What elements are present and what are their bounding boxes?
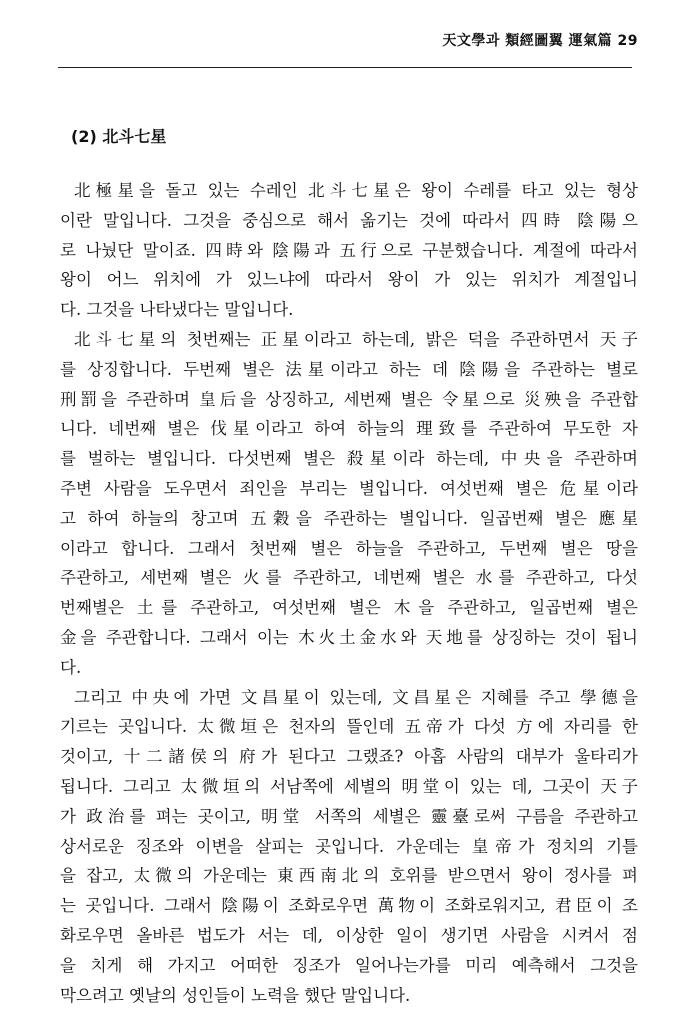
text-line: 주변 사람을 도우면서 죄인을 부리는 별입니다. 여섯번째 별은 危星이라 xyxy=(60,478,638,498)
paragraph-3 xyxy=(60,683,638,1011)
text-line: 이라고 합니다. 그래서 첫번째 별은 하늘을 주관하고, 두번째 별은 땅을 xyxy=(60,538,638,558)
text-line: 北極星을 돌고 있는 수레인 北斗七星은 왕이 수레를 타고 있는 형상 xyxy=(74,181,638,200)
text-line: 을 치게 해 가지고 어떠한 징조가 일어나는가를 미리 예측해서 그것을 xyxy=(60,955,638,975)
header-rule xyxy=(58,67,632,68)
text-line: 北斗七星의 첫번째는 正星이라고 하는데, 밝은 덕을 주관하면서 天子 xyxy=(74,329,638,349)
text-line: 막으려고 옛날의 성인들이 노력을 했단 말입니다. xyxy=(60,985,411,1005)
text-line: 金을 주관합니다. 그래서 이는 木火土金水와 天地를 상징하는 것이 됩니 xyxy=(60,627,638,647)
text-line: 를 상징합니다. 두번째 별은 法星이라고 하는 데 陰陽을 주관하는 별로 xyxy=(60,359,638,379)
section-title: (2) 北斗七星 xyxy=(71,127,167,146)
text-line: 가 政治를 펴는 곳이고, 明堂 서쪽의 세별은 靈臺로써 구름을 주관하고 xyxy=(60,806,638,826)
text-line: 刑罰을 주관하며 皇后을 상징하고, 세번째 별은 令星으로 災殃을 주관합 xyxy=(60,389,638,409)
text-line: 는 곳입니다. 그래서 陰陽이 조화로우면 萬物이 조화로워지고, 君臣이 조 xyxy=(60,896,638,916)
text-line: 왕이 어느 위치에 가 있느냐에 따라서 왕이 가 있는 위치가 계절입니 xyxy=(60,270,638,290)
running-header: 天文學과 類經圖翼 運氣篇 29 xyxy=(442,33,638,49)
text-line: 것이고, 十二諸侯의 府가 된다고 그랬죠? 아홉 사람의 대부가 울타리가 xyxy=(60,747,638,767)
text-line: 고 하여 하늘의 창고며 五穀을 주관하는 별입니다. 일곱번째 별은 應星 xyxy=(60,508,638,528)
text-line: 주관하고, 세번째 별은 火를 주관하고, 네번째 별은 水를 주관하고, 다섯 xyxy=(60,568,638,588)
text-line: 번째별은 土를 주관하고, 여섯번째 별은 木을 주관하고, 일곱번째 별은 xyxy=(60,598,638,618)
text-line: 다. xyxy=(60,657,82,677)
text-line: 그리고 中央에 가면 文昌星이 있는데, 文昌星은 지혜를 주고 學德을 xyxy=(74,687,638,707)
text-line: 됩니다. 그리고 太微垣의 서남쪽에 세별의 明堂이 있는 데, 그곳이 天子 xyxy=(60,776,638,796)
body-text xyxy=(60,176,638,1010)
text-line: 다. 그것을 나타냈다는 말입니다. xyxy=(60,300,294,320)
text-line: 이란 말입니다. 그것을 중심으로 해서 옮기는 것에 따라서 四時 陰陽으 xyxy=(60,210,638,230)
text-line: 니다. 네번째 별은 伐星이라고 하여 하늘의 理致를 주관하여 무도한 자 xyxy=(60,419,638,439)
text-line: 로 나눴단 말이죠. 四時와 陰陽과 五行으로 구분했습니다. 계절에 따라서 xyxy=(60,240,638,260)
paragraph-1 xyxy=(60,176,638,325)
text-line: 기르는 곳입니다. 太微垣은 천자의 뜰인데 五帝가 다섯 方에 자리를 한 xyxy=(60,717,638,737)
paragraph-2 xyxy=(60,325,638,683)
text-line: 를 벌하는 별입니다. 다섯번째 별은 殺星이라 하는데, 中央을 주관하며 xyxy=(60,449,638,469)
text-line: 화로우면 올바른 법도가 서는 데, 이상한 일이 생기면 사람을 시켜서 점 xyxy=(60,925,638,945)
text-line: 상서로운 징조와 이변을 살피는 곳입니다. 가운데는 皇帝가 정치의 기틀 xyxy=(60,836,638,856)
text-line: 을 잡고, 太微의 가운데는 東西南北의 호위를 받으면서 왕이 정사를 펴 xyxy=(60,866,638,886)
